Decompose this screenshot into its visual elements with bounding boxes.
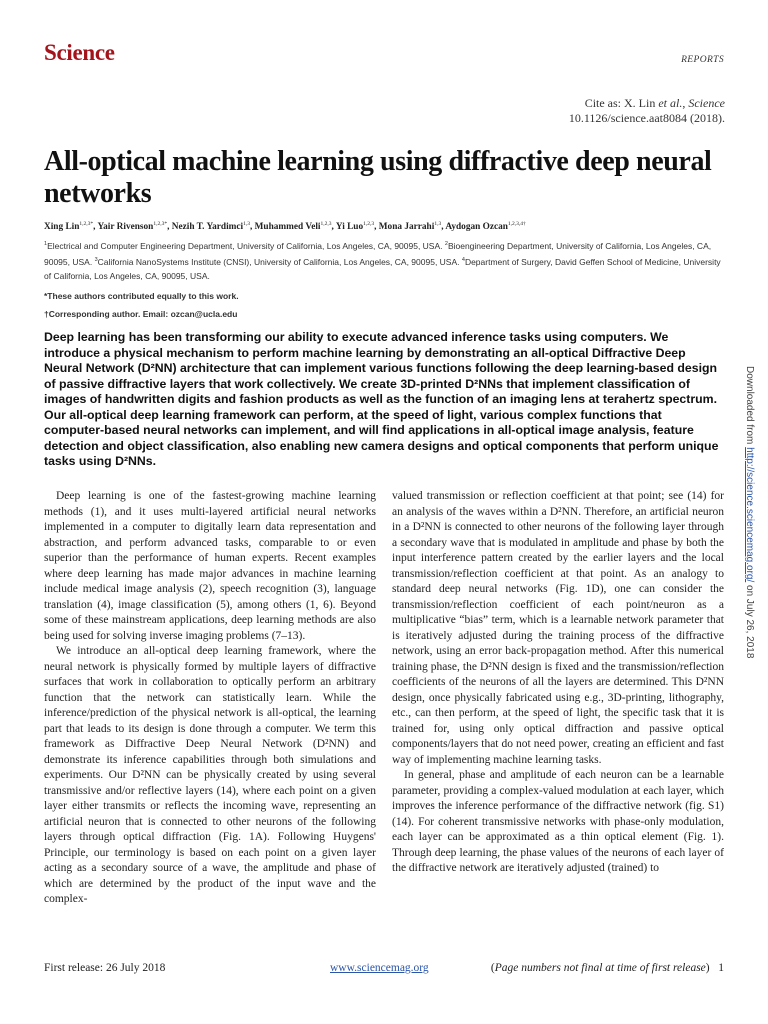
affiliation-text: Department of Surgery, David Geffen School of Medicine, University of California, Los Angeles, CA, 90095, USA.	[44, 256, 721, 282]
author-name: Yair Rivenson	[97, 222, 154, 233]
body-paragraph: Deep learning is one of the fastest-growing machine learning methods (1), and it uses multi-layered artificial neural networks implemented in a computer to digitally learn data representation and abstraction, and perform advanced tasks, comparable to or even superior than the performance of human experts. Recent examples where deep learning has made major advances in machine learning include medical image analysis (2), speech recognition (3), language translation (4), image classification (5), among others (1, 6). Beyond some of these mainstream applications, deep learning methods are also being used for solving inverse imaging problems (7–13).	[44, 490, 376, 642]
author-affiliation-mark: 1,2,3,4†	[507, 221, 526, 227]
author-name: Aydogan Ozcan	[445, 222, 508, 233]
affiliation-number: 2	[444, 241, 448, 247]
website-link[interactable]: www.sciencemag.org	[330, 962, 429, 974]
release-date: First release: 26 July 2018	[44, 962, 166, 974]
affiliation-number: 3	[94, 257, 98, 264]
author-affiliation-mark: 1,3	[434, 221, 442, 227]
author-name: Mona Jarrahi	[378, 222, 435, 233]
corresponding-author-note: †Corresponding author. Email: ozcan@ucla.edu	[44, 309, 238, 319]
author-affiliation-mark: 1,2,3	[320, 221, 332, 227]
equal-contribution-note: *These authors contributed equally to this work.	[44, 291, 239, 301]
body-column-left	[44, 489, 376, 908]
journal-logo: Science	[44, 40, 115, 65]
author-affiliation-mark: 1,2,3	[363, 221, 375, 227]
affiliation-text: Bioengineering Department, University of California, Los Angeles, CA, 90095, USA.	[44, 240, 712, 267]
affiliation-text: Electrical and Computer Engineering Department, University of California, Los Angeles, CA, 90095, USA.	[47, 240, 445, 251]
page-number-note: Page numbers not final at time of first release	[494, 962, 706, 974]
author-name: Yi Luo	[335, 222, 364, 233]
download-prefix: Downloaded from	[744, 366, 755, 448]
body-paragraph: In general, phase and amplitude of each neuron can be a learnable parameter, providing a complex-valued modulation at each layer, which improves the inference performance of the diffractive network (fig. S1) (14). For coherent transmissive networks with phase-only modulation, each layer can be approximated as a thin optical element (Fig. 1). Through deep learning, the phase values of the neurons of each layer of the diffractive network are iteratively adjusted (trained) to	[392, 769, 724, 874]
section-label: REPORTS	[681, 55, 724, 65]
citation-doi: 10.1126/science.aat8084 (2018).	[568, 110, 725, 125]
author-name: Nezih T. Yardimci	[171, 222, 244, 233]
download-suffix: on July 26, 2018	[744, 582, 755, 659]
abstract: Deep learning has been transforming our ability to execute advanced inference tasks using computers. We introduce a physical mechanism to perform machine learning by demonstrating an all-optical Diffractive Deep Neural Network (D²NN) architecture that can implement various functions following the deep learning-based design of passive diffractive layers that work collectively. We create 3D-printed D²NNs that implement classification of images of handwritten digits and fashion products as well as the function of an imaging lens at terahertz spectrum. Our all-optical deep learning framework can perform, at the speed of light, various complex functions that computer-based neural networks can implement, and will find applications in all-optical image analysis, feature detection and object classification, also enabling new camera designs and optical components that perform unique tasks using D²NNs.	[44, 330, 719, 468]
download-link[interactable]: http://science.sciencemag.org/	[744, 447, 755, 583]
author-affiliation-mark: 1,3	[243, 221, 250, 227]
citation-line	[569, 96, 725, 111]
page-footer	[44, 962, 724, 978]
article-title: All-optical machine learning using diffractive deep neural networks	[44, 146, 712, 209]
author-name: Muhammed Veli	[254, 222, 321, 233]
affiliations	[44, 237, 724, 283]
author-list: Xing Lin$^{1,2,3*}$, Yair Rivenson$^{1,2,3*}$, Nezih T. Yardimci$^{1,3}$, Muhammed Veli$^{1,2,3}$, Yi Luo$^{1,2,3}$, Mona Jarrahi$^{1,3}$, Aydogan Ozcan$^{1,2,3,4\dagger}$	[44, 221, 526, 233]
citation-box	[569, 96, 725, 125]
affiliation-number: 1	[44, 241, 48, 247]
download-notice	[745, 366, 763, 666]
affiliation-text: California NanoSystems Institute (CNSI), University of California, Los Angeles, CA, 90095, USA.	[97, 256, 462, 267]
page-number: 1	[718, 962, 724, 974]
body-paragraph: valued transmission or reflection coefficient at that point; see (14) for an analysis of the waves within a D²NN. Therefore, an artificial neuron in a D²NN is connected to other neurons of the following layer through a secondary wave that is modulated in amplitude and phase by both the input interference pattern created by the earlier layers and the local transmission/reflection coefficient at that point. As an analogy to standard deep neural networks (Fig. 1D), one can consider the transmission/reflection coefficient of each point/neuron as a multiplicative “bias” term, which is a learnable network parameter that is iteratively adjusted during the training process of the diffractive network, using an error back-propagation method. After this numerical training phase, the D²NN design is fixed and the transmission/reflection coefficients of the neurons of all the layers are determined. This D²NN design, once physically fabricated using e.g., 3D-printing, lithography, etc., can then perform, at the speed of light, the specific task that it is trained for, using only optical diffraction and passive optical components/layers that do not need power, creating an efficient and fast way of implementing machine learning tasks.	[392, 490, 724, 766]
author-affiliation-mark: 1,2,3*	[79, 221, 94, 227]
body-column-right	[392, 489, 724, 877]
author-name: Xing Lin	[44, 222, 80, 233]
body-paragraph: We introduce an all-optical deep learning framework, where the neural network is physically formed by multiple layers of diffractive surfaces that work in collaboration to optically perform an arbitrary function that the network can statistically learn. While the inference/prediction of the physical network is all-optical, the learning part that leads to its design is done through a computer. We term this framework as Diffractive Deep Neural Network (D²NN) and demonstrate its inference capabilities through both simulations and experiments. Our D²NN can be physically created by using several transmissive and/or reflective layers (14), where each point on a given layer either transmits or reflects the incoming wave, representing an artificial neuron that is connected to other neurons of the following layers through optical diffraction (Fig. 1A). Following Huygens' Principle, our terminology is based on each point on a given layer acting as a secondary source of a wave, the amplitude and phase of which are determined by the product of the input wave and the complex-	[44, 645, 376, 905]
author-affiliation-mark: 1,2,3*	[153, 221, 168, 227]
page-info: (Page numbers not final at time of first release) 1	[490, 962, 724, 974]
citation-text: Cite as: X. Lin et al., Science	[584, 96, 725, 110]
affiliation-number: 4	[461, 257, 465, 264]
